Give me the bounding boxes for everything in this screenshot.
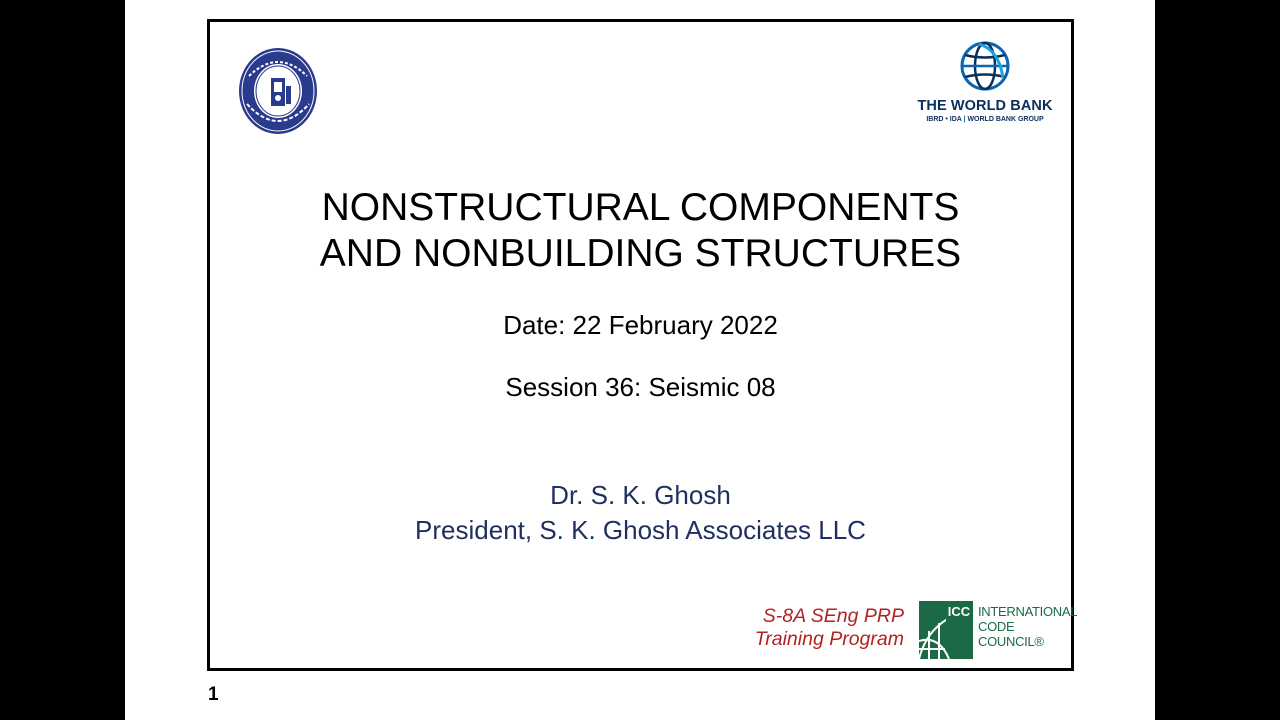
- slide-frame: [207, 19, 1078, 671]
- icc-line-3: COUNCIL®: [978, 634, 1044, 649]
- icc-globe-icon: [919, 601, 973, 659]
- world-bank-sub-right: WORLD BANK GROUP: [967, 116, 1044, 123]
- icc-logo: [919, 601, 1078, 661]
- slide-date: Date: 22 February 2022: [503, 310, 778, 340]
- world-bank-logo: [910, 40, 1060, 130]
- slide-session: Session 36: Seismic 08: [505, 372, 776, 402]
- globe-icon: [959, 40, 1011, 92]
- presenter-block: [210, 478, 1071, 548]
- title-line-2: AND NONBUILDING STRUCTURES: [319, 232, 962, 275]
- slide-page: [125, 0, 1155, 720]
- title-line-1: NONSTRUCTURAL COMPONENTS: [321, 186, 960, 229]
- page-number: 1: [208, 684, 219, 705]
- presenter-name: Dr. S. K. Ghosh: [550, 480, 731, 510]
- program-line-2: Training Program: [754, 628, 904, 650]
- world-bank-subtitle: IBRD • IDA | WORLD BANK GROUP: [926, 116, 1044, 123]
- program-line-1: S-8A SEng PRP: [762, 605, 904, 627]
- icc-mark-text: ICC: [947, 604, 971, 619]
- presenter-title: President, S. K. Ghosh Associates LLC: [415, 515, 866, 545]
- icc-line-2: CODE: [978, 619, 1015, 634]
- icc-line-1: INTERNATIONAL: [978, 604, 1078, 619]
- world-bank-sub-left: IBRD • IDA: [926, 116, 962, 123]
- icc-name: [978, 604, 1077, 649]
- program-label: [741, 605, 904, 651]
- world-bank-name: THE WORLD BANK: [917, 98, 1053, 114]
- slide-title: [210, 185, 1071, 277]
- rajuk-seal-icon: [237, 46, 319, 136]
